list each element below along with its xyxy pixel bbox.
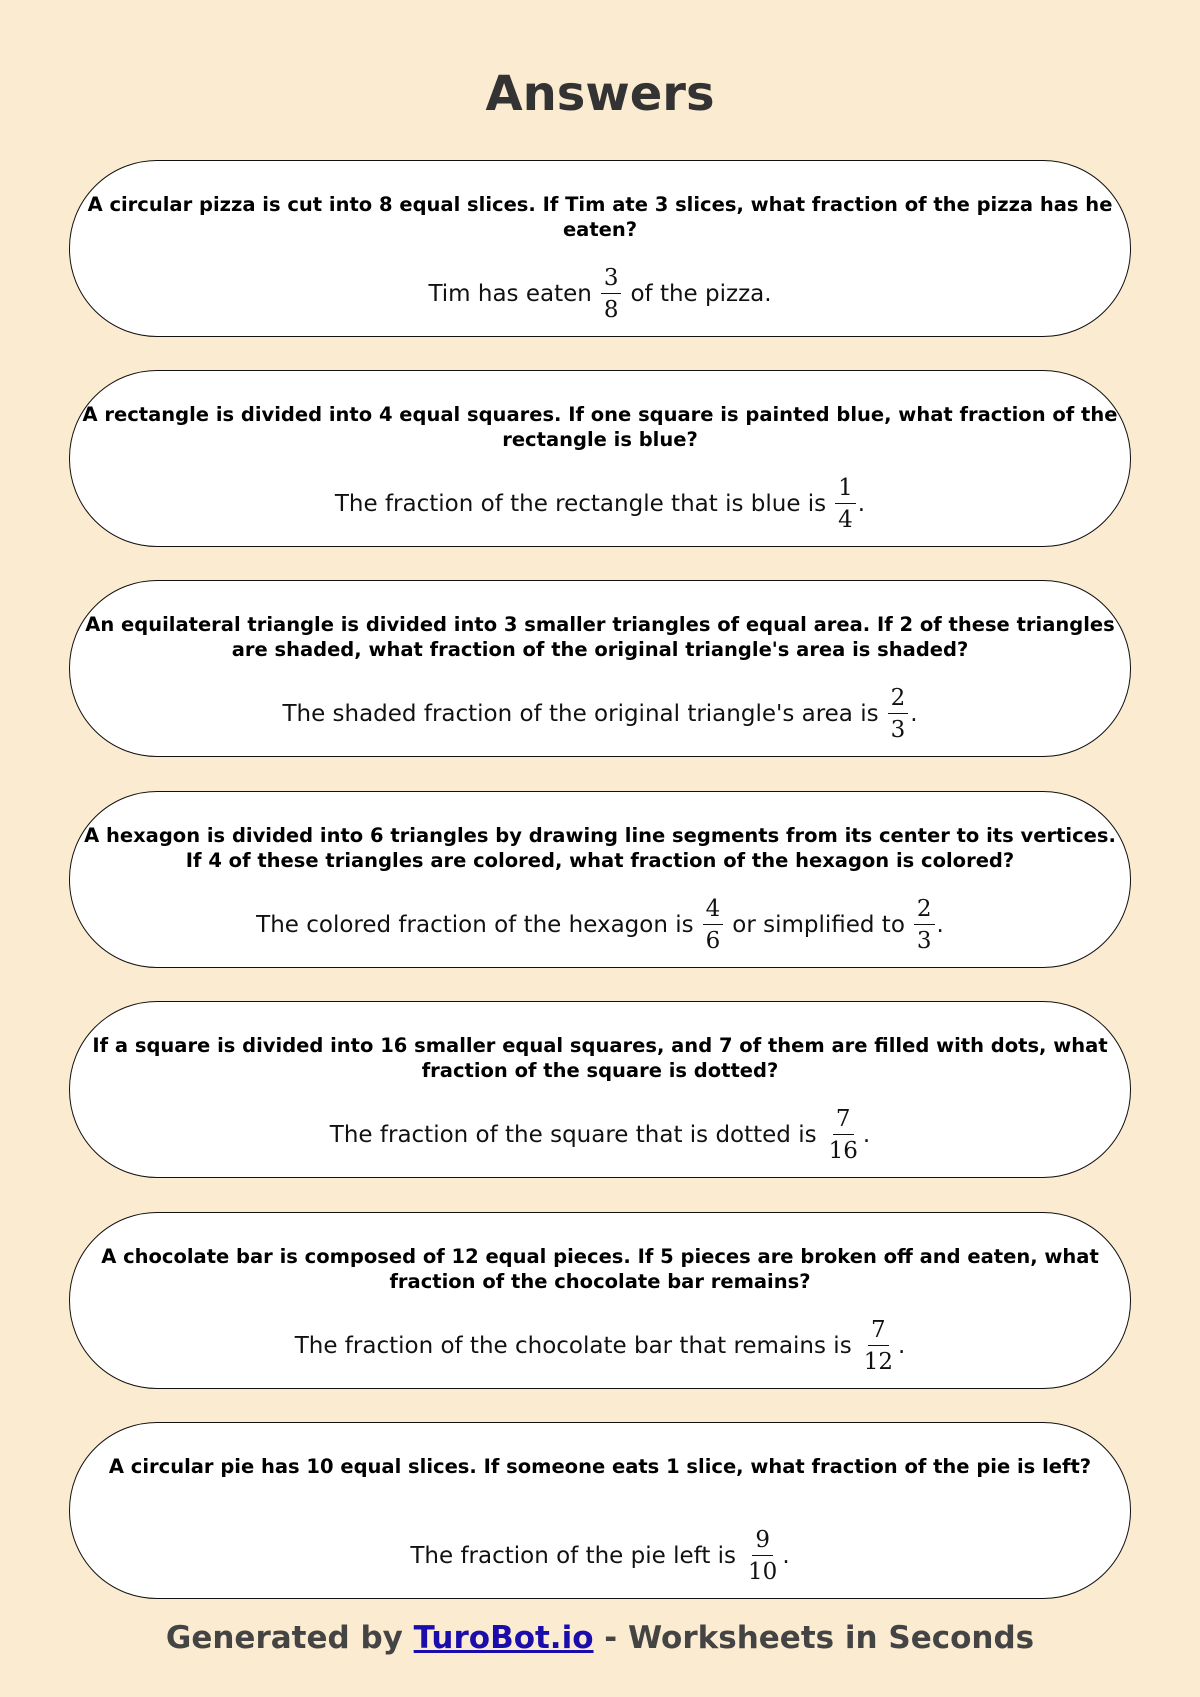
fraction-numerator: 2 <box>914 896 935 925</box>
answer-text-end: . <box>910 701 918 727</box>
fraction <box>703 896 724 954</box>
fraction-denominator: 12 <box>863 1349 893 1375</box>
page-title: Answers <box>485 66 715 122</box>
fraction-numerator: 1 <box>835 475 856 504</box>
turobot-link[interactable]: TuroBot.io <box>413 1620 594 1656</box>
simplified-fraction <box>914 896 935 954</box>
fraction-denominator: 3 <box>890 717 906 743</box>
fraction-numerator: 2 <box>888 685 909 714</box>
fraction-numerator: 4 <box>703 896 724 925</box>
answer-text: The shaded fraction of the original triangle's area is <box>282 701 879 727</box>
fraction-numerator: 7 <box>833 1106 854 1135</box>
answer-card <box>69 1422 1131 1599</box>
question-text: A circular pie has 10 equal slices. If someone eats 1 slice, what fraction of the pie is left? <box>108 1455 1092 1478</box>
answer-card <box>69 1212 1131 1389</box>
question-text: If a square is divided into 16 smaller equal squares, and 7 of them are filled with dots, what fraction of the square is dotted? <box>92 1034 1108 1082</box>
answer-text-middle: or simplified to <box>732 912 905 938</box>
answer-line <box>70 1526 1130 1586</box>
answer-line <box>70 1105 1130 1165</box>
fraction-denominator: 10 <box>748 1559 778 1585</box>
fraction-denominator: 16 <box>828 1138 858 1164</box>
fraction <box>826 1106 861 1164</box>
answer-card <box>69 791 1131 968</box>
answer-text-end: . <box>857 491 866 517</box>
question-text: A rectangle is divided into 4 equal squares. If one square is painted blue, what fraction of the rectangle is blue? <box>82 403 1118 451</box>
fraction-denominator: 3 <box>916 928 932 954</box>
fraction <box>745 1527 780 1585</box>
footer-suffix: - Worksheets in Seconds <box>593 1620 1035 1656</box>
question-text: An equilateral triangle is divided into 3 smaller triangles of equal area. If 2 of these triangles are shaded, what fraction of the original triangle's area is shaded? <box>85 613 1115 661</box>
fraction-denominator: 4 <box>838 507 853 533</box>
fraction-denominator: 8 <box>603 297 619 323</box>
answer-line <box>70 474 1130 534</box>
answer-text: The colored fraction of the hexagon is <box>256 912 694 938</box>
fraction-numerator: 7 <box>868 1317 889 1346</box>
answer-text: The fraction of the square that is dotted is <box>329 1122 817 1148</box>
answer-text-end: of the pizza. <box>630 281 772 307</box>
answer-line <box>70 684 1130 744</box>
answer-card <box>69 1001 1131 1178</box>
answer-text-end: . <box>936 912 944 938</box>
footer-prefix: Generated by <box>165 1620 414 1656</box>
answer-line <box>70 895 1130 955</box>
question-text: A circular pizza is cut into 8 equal slices. If Tim ate 3 slices, what fraction of the pizza has he eaten? <box>87 193 1113 241</box>
fraction-numerator: 9 <box>752 1527 773 1556</box>
answer-text-end: . <box>862 1122 871 1148</box>
fraction-numerator: 3 <box>601 265 622 294</box>
answer-text: The fraction of the chocolate bar that remains is <box>294 1333 852 1359</box>
question-text: A hexagon is divided into 6 triangles by drawing line segments from its center to its vertices. If 4 of these triangles are colored, what fraction of the hexagon is colored? <box>84 824 1116 872</box>
answer-text-end: . <box>897 1333 906 1359</box>
answer-line <box>70 264 1130 324</box>
answer-text: The fraction of the pie left is <box>410 1543 737 1569</box>
question-text: A chocolate bar is composed of 12 equal pieces. If 5 pieces are broken off and eaten, what fraction of the chocolate bar remains? <box>101 1245 1099 1293</box>
answer-card <box>69 580 1131 757</box>
fraction <box>861 1317 896 1375</box>
answer-card <box>69 160 1131 337</box>
answer-card <box>69 370 1131 547</box>
fraction-denominator: 6 <box>705 928 721 954</box>
fraction <box>888 685 909 743</box>
fraction <box>601 265 622 323</box>
answer-text: The fraction of the rectangle that is blue is <box>334 491 827 517</box>
answer-line <box>70 1316 1130 1376</box>
fraction <box>835 475 856 533</box>
footer <box>0 1619 1200 1657</box>
answer-text: Tim has eaten <box>428 281 592 307</box>
answer-text-end: . <box>782 1543 790 1569</box>
